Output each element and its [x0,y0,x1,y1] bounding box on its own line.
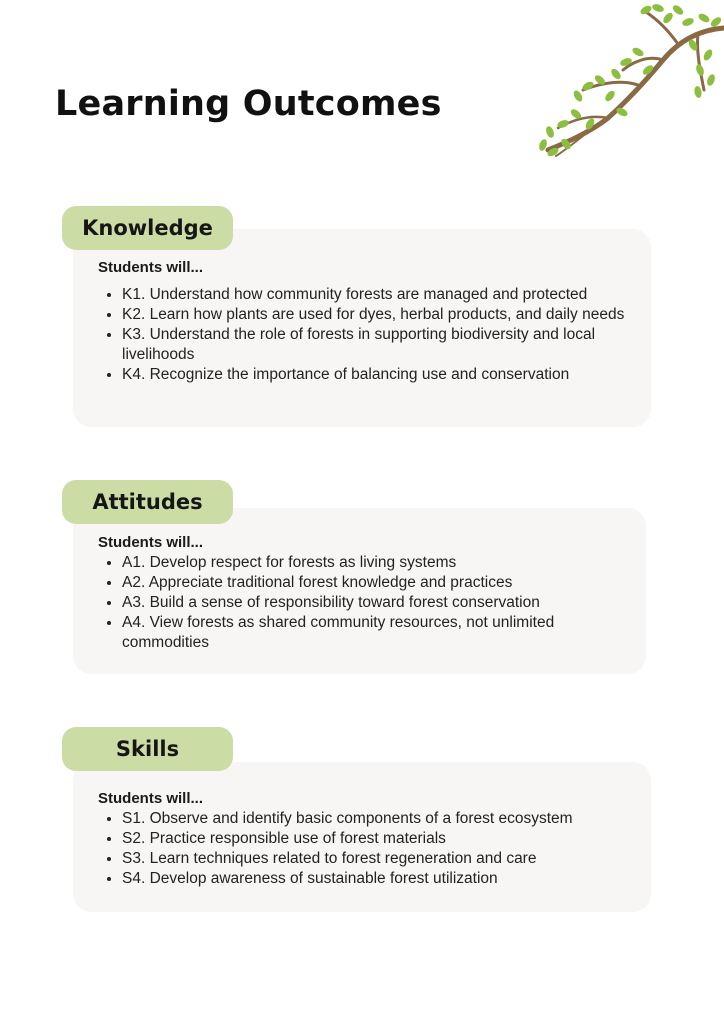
list-item: • A4. View forests as shared community resources, not unlimited commodities [122,613,622,653]
knowledge-heading: Knowledge [62,206,233,250]
skills-list [105,809,632,889]
list-item: • K1. Understand how community forests are managed and protected [122,285,632,305]
list-item: • S4. Develop awareness of sustainable forest utilization [122,869,632,889]
skills-heading: Skills [62,727,233,771]
list-item: • A2. Appreciate traditional forest knowledge and practices [122,573,622,593]
knowledge-list [105,285,632,385]
page-title: Learning Outcomes [55,84,442,124]
attitudes-heading: Attitudes [62,480,233,524]
list-item: • A3. Build a sense of responsibility toward forest conservation [122,593,622,613]
list-item: • S2. Practice responsible use of forest materials [122,829,632,849]
list-item: • A1. Develop respect for forests as living systems [122,553,622,573]
list-item: • K3. Understand the role of forests in supporting biodiversity and local livelihoods [122,325,632,365]
list-item: • K4. Recognize the importance of balancing use and conservation [122,365,632,385]
attitudes-card [73,508,646,674]
knowledge-lead: Students will... [98,259,204,276]
list-item: • K2. Learn how plants are used for dyes, herbal products, and daily needs [122,305,632,325]
attitudes-list [105,553,622,653]
list-item: • S1. Observe and identify basic components of a forest ecosystem [122,809,632,829]
knowledge-card [73,229,651,427]
skills-card [73,762,651,912]
attitudes-lead: Students will... [98,534,204,551]
skills-lead: Students will... [98,790,204,807]
tree-branch-icon [528,0,724,162]
list-item: • S3. Learn techniques related to forest regeneration and care [122,849,632,869]
